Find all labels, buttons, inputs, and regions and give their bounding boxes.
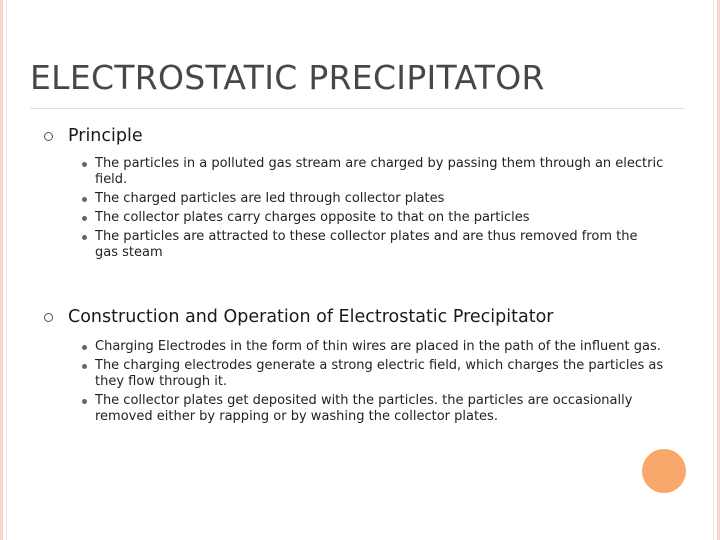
dot-bullet-icon [82,235,87,240]
left-border-line [6,0,7,540]
bullet-list [44,339,664,425]
list-item [44,393,664,425]
list-item-text: The charging electrodes generate a strong electric field, which charges the particles as they flow through it. [95,358,664,389]
list-item-text: The particles in a polluted gas stream are charged by passing them through an electric field. [95,156,664,187]
list-item-text: The collector plates get deposited with the particles. the particles are occasionally removed either by rapping or by washing the collector plates. [95,393,633,424]
decorative-circle [642,449,686,493]
section-heading-row [44,307,664,327]
dot-bullet-icon [82,216,87,221]
dot-bullet-icon [82,162,87,167]
dot-bullet-icon [82,197,87,202]
list-item-text: Charging Electrodes in the form of thin wires are placed in the path of the influent gas. [95,339,661,354]
list-item [44,339,664,355]
section-heading: Principle [68,126,143,146]
dot-bullet-icon [82,345,87,350]
slide-title: ELECTROSTATIC PRECIPITATOR [30,58,545,97]
bullet-list [44,156,664,261]
section-construction [44,307,664,428]
list-item-text: The particles are attracted to these collector plates and are thus removed from the gas steam [95,229,638,260]
list-item [44,156,664,188]
list-item-text: The charged particles are led through collector plates [95,191,445,206]
dot-bullet-icon [82,399,87,404]
list-item [44,358,664,390]
list-item [44,191,664,207]
dot-bullet-icon [82,364,87,369]
left-border-stripe [0,0,3,540]
ring-bullet-icon [44,132,53,141]
section-heading-row [44,126,664,146]
section-principle [44,126,664,264]
list-item [44,229,664,261]
right-border-line [713,0,714,540]
list-item-text: The collector plates carry charges opposite to that on the particles [95,210,530,225]
title-divider [30,108,685,109]
section-heading: Construction and Operation of Electrostatic Precipitator [68,307,554,327]
ring-bullet-icon [44,313,53,322]
list-item [44,210,664,226]
